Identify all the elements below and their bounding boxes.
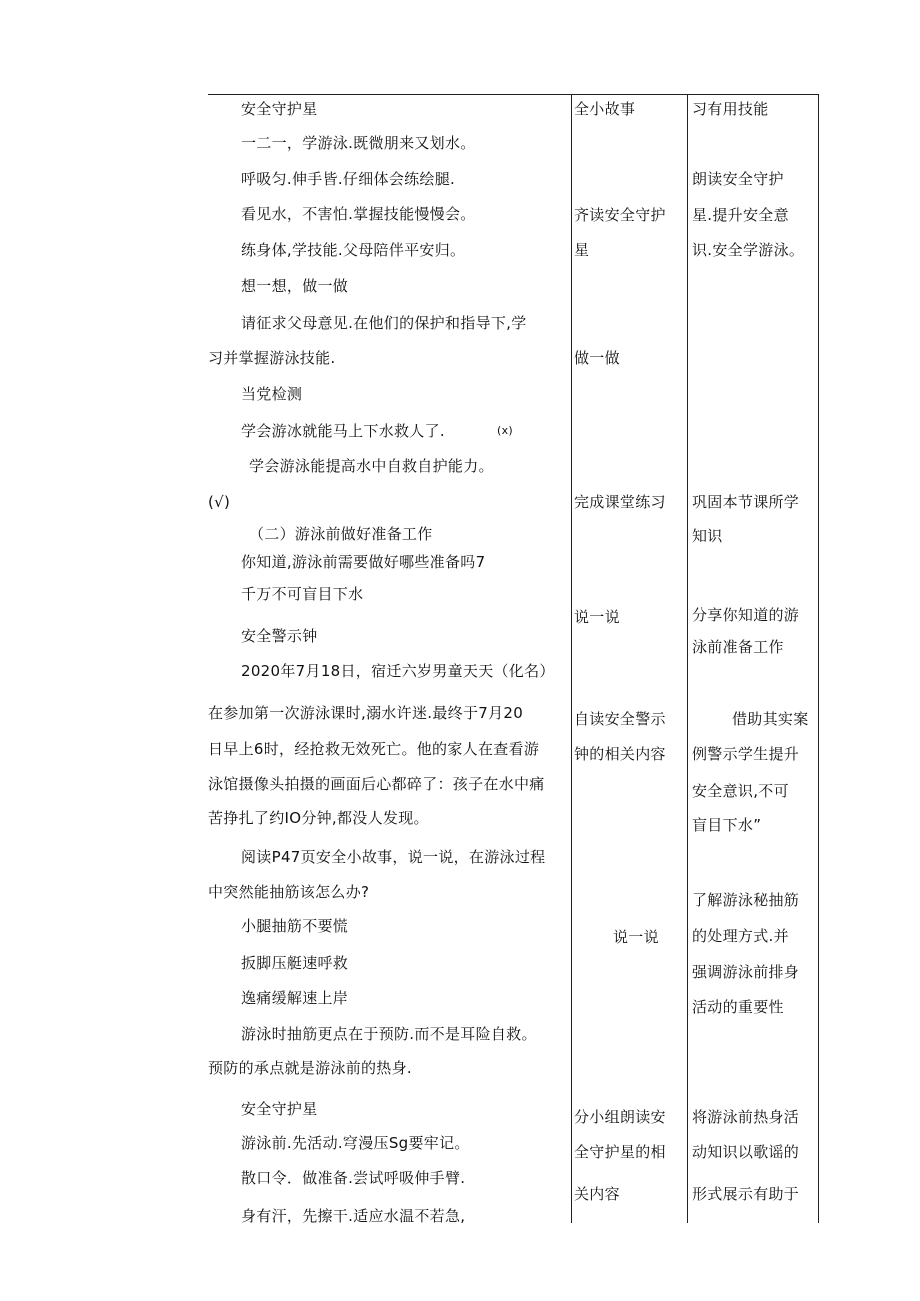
text-line: 2020年7月18日，宿迁六岁男童天天（化名） [241,662,555,680]
activity-line: 齐读安全守护 [574,206,666,224]
text-line: 逸痛缓解速上岸 [241,989,349,1007]
purpose-line: 泳前准备工作 [692,638,784,656]
purpose-column [688,0,818,1223]
text-line: 学会游泳能提高水中自救自护能力。 [249,457,494,475]
activity-line: 完成课堂练习 [574,493,666,511]
purpose-line: 将游泳前热身活 [692,1108,800,1126]
purpose-line: 形式展示有助于 [692,1185,800,1203]
purpose-line: 动知识以歌谣的 [692,1143,800,1161]
text-line: 安全守护星 [241,1100,318,1118]
text-line: 游泳时抽筋更点在于预防.而不是耳险自救。 [241,1025,537,1043]
text-line: 安全警示钟 [241,627,318,645]
text-line: 小腿抽筋不要慌 [241,917,349,935]
answer-mark: (√) [208,493,231,511]
activity-line: 关内容 [574,1185,620,1203]
purpose-line: 例警示学生提升 [692,745,800,763]
text-line: 苦挣扎了约IO分钟,都没人发现。 [208,809,429,827]
text-line: 中突然能抽筋该怎么办? [208,883,370,901]
activity-line: 说一说 [574,608,620,626]
text-line: 扳脚压艇速呼救 [241,954,349,972]
activity-line: 说一说 [613,928,659,946]
purpose-line: 习有用技能 [692,100,769,118]
text-line: 身有汗，先擦干.适应水温不若急, [241,1207,466,1225]
activity-column [572,0,687,1223]
activity-line: 分小组朗读安 [574,1108,666,1126]
activity-line: 全小故事 [574,100,636,118]
purpose-line: 星.提升安全意 [692,206,789,224]
text-line: 游泳前.先活动.穹漫压Sg要牢记。 [241,1134,470,1152]
section-heading: （二）游泳前做好准备工作 [249,525,433,543]
text-line: 千万不可盲目下水 [241,585,364,603]
purpose-line: 借助其实案 [732,710,809,728]
text-line: 散口令．做准备.尝试呼吸伸手臂. [241,1169,466,1187]
purpose-line: 朗读安全守护 [692,170,784,188]
text-line: 想一想，做一做 [241,277,349,295]
text-line: 泳馆摄像头拍摄的画面后心都碎了：孩子在水中痛 [208,775,545,793]
text-line: 看见水，不害怕.掌握技能慢慢会。 [241,205,476,223]
purpose-line: 识.安全学游泳。 [692,241,805,259]
purpose-line: 强调游泳前排身 [692,963,800,981]
purpose-line: 巩固本节课所学 [692,493,800,511]
text-line: 预防的承点就是游泳前的热身. [208,1059,412,1077]
purpose-line: 盲目下水” [692,816,762,834]
purpose-line: 的处理方式.并 [692,927,789,945]
text-line: 安全守护星 [241,100,318,118]
table-right-border [818,94,819,1223]
text-line: 日早上6时，经抢救无效死亡。他的家人在查看游 [208,740,540,758]
purpose-line: 活动的重要性 [692,998,784,1016]
text-line: 你知道,游泳前需要做好哪些准备吗7 [241,553,486,571]
text-line: 当党检测 [241,385,303,403]
text-line: 在参加第一次游泳课时,溺水许迷.最终于7月20 [208,704,524,722]
purpose-line: 安全意识,不可 [692,782,789,800]
text-line: 阅读P47页安全小故事，说一说，在游泳过程 [241,848,546,866]
text-line: 请征求父母意见.在他们的保护和指导下,学 [241,314,527,332]
activity-line: 自读安全警示 [574,710,666,728]
text-line: 练身体,学技能.父母陪伴平安归。 [241,241,466,259]
activity-line: 钟的相关内容 [574,745,666,763]
activity-line: 做一做 [574,349,620,367]
activity-line: 星 [574,241,590,259]
text-line: 学会游冰就能马上下水救人了. [241,422,445,440]
activity-line: 全守护星的相 [574,1143,666,1161]
text-line: 一二一，学游泳.既微朋来又划水。 [241,134,476,152]
text-line: 呼吸匀.伸手皆.仔细体会练绘腿. [241,170,456,188]
purpose-line: 分享你知道的游 [692,606,800,624]
purpose-line: 了解游泳秘抽筋 [692,891,800,909]
answer-mark: (x) [497,424,513,437]
purpose-line: 知识 [692,527,723,545]
text-line: 习并掌握游泳技能. [208,349,336,367]
